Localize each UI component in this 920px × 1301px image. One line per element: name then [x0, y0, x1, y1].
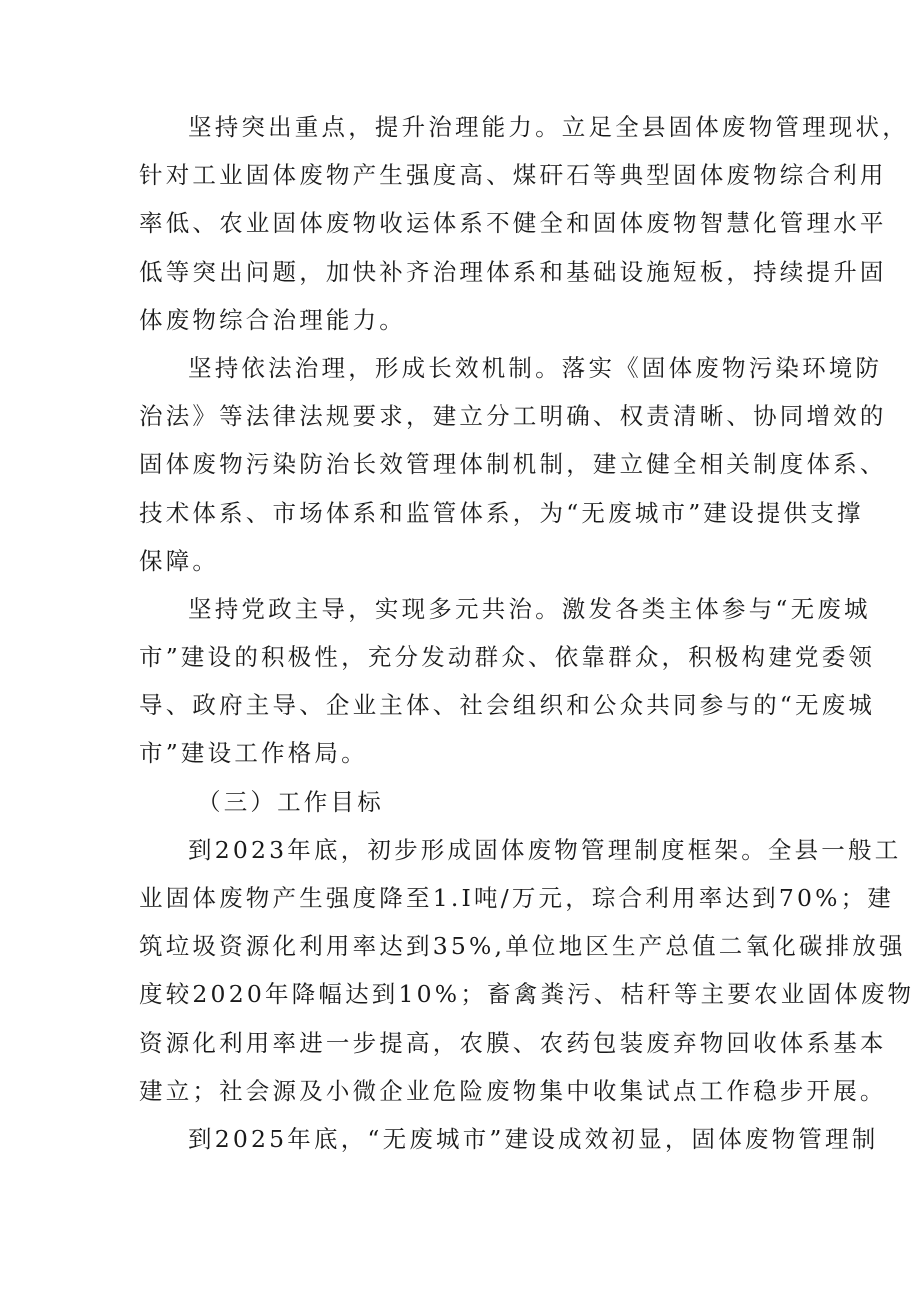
text-line: 低等突出问题，加快补齐治理体系和基础设施短板，持续提升固 — [139, 257, 887, 286]
text-line: 市”建设的积极性，充分发动群众、依靠群众，积极构建党委领 — [139, 643, 876, 672]
heading-text: （三）工作目标 — [197, 787, 384, 816]
text-line: 到2023年底，初步形成固体废物管理制度框架。全县一般工 — [188, 835, 902, 864]
text-line: 治法》等法律法规要求，建立分工明确、权责清晰、协同增效的 — [139, 402, 887, 431]
paragraph-2025-targets — [139, 1115, 879, 1163]
text-line: 业固体废物产生强度降至1.I吨/万元，琮合利用率达到70%；建 — [139, 884, 895, 912]
text-line: 坚持依法治理，形成长效机制。落实《固体废物污染环境防 — [188, 353, 883, 382]
paragraph-prominent-focus — [139, 103, 909, 344]
text-line: 保障。 — [139, 546, 220, 575]
text-line: 体废物综合治理能力。 — [139, 305, 406, 334]
section-heading — [139, 778, 799, 826]
paragraph-rule-of-law — [139, 344, 887, 585]
text-line: 筑垃圾资源化利用率达到35%,单位地区生产总值二氧化碳排放强 — [139, 932, 906, 961]
text-line: 技术体系、市场体系和监管体系，为“无废城市”建设提供支撑 — [139, 498, 864, 527]
document-body — [139, 103, 915, 1163]
text-line: 导、政府主导、企业主体、社会组织和公众共同参与的“无废城 — [139, 691, 876, 720]
text-line: 针对工业固体废物产生强度高、煤矸石等典型固体废物综合利用 — [139, 161, 887, 190]
text-line: 固体废物污染防治长效管理体制机制，建立健全相关制度体系、 — [139, 450, 887, 479]
text-line: 坚持党政主导，实现多元共治。激发各类主体参与“无废城 — [188, 594, 871, 623]
text-line: 度较2020年降幅达到10%；畜禽粪污、桔秆等主要农业固体废物 — [139, 980, 915, 1009]
text-line: 资源化利用率进一步提高，农膜、农药包装废弃物回收体系基本 — [139, 1028, 887, 1057]
paragraph-2023-targets — [139, 826, 915, 1115]
text-line: 到2025年底，“无废城市”建设成效初显，固体废物管理制 — [188, 1124, 879, 1153]
text-line: 坚持突出重点，提升治理能力。立足全县固体废物管理现状， — [188, 113, 909, 141]
paragraph-party-leadership — [139, 585, 876, 778]
text-line: 建立；社会源及小微企业危险废物集中收集试点工作稳步开展。 — [139, 1076, 887, 1105]
text-line: 市”建设工作格局。 — [139, 739, 368, 768]
text-line: 率低、农业固体废物收运体系不健全和固体废物智慧化管理水平 — [139, 209, 887, 238]
